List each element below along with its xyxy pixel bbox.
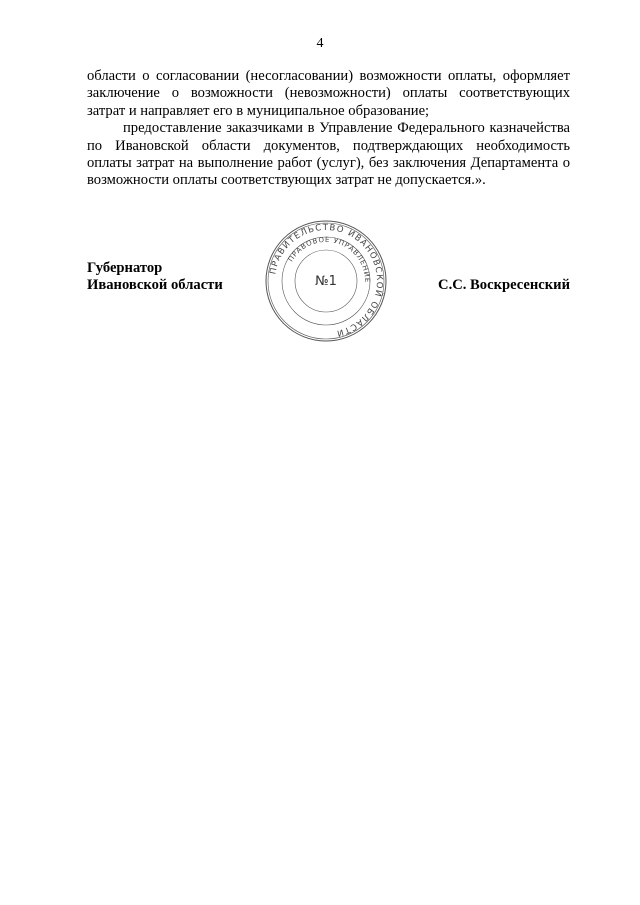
seal-icon <box>264 219 388 343</box>
page-number: 4 <box>316 36 324 51</box>
seal-number: №1 <box>315 274 337 289</box>
signature-position-line2: Ивановской области <box>87 277 223 294</box>
signature-position-line1: Губернатор <box>87 260 163 276</box>
document-body <box>87 68 570 190</box>
signature-position <box>87 260 223 295</box>
seal-inner-text: ПРАВОВОЕ УПРАВЛЕНИЕ <box>286 235 372 284</box>
paragraph-2: предоставление заказчиками в Управление Федерального казначейства по Ивановской области документов, подтверждающих необходимость оплаты затрат на выполнение работ (услуг), без заключения Департамента о возможности оплаты соответствующих затрат не допускается.». <box>87 120 570 189</box>
signature-name: С.С. Воскресенский <box>438 277 570 293</box>
official-seal <box>264 219 388 343</box>
paragraph-1: области о согласовании (несогласовании) возможности оплаты, оформляет заключение о возможности (невозможности) оплаты соответствующих затрат и направляет его в муниципальное образование; <box>87 68 570 119</box>
seal-outer-text: ПРАВИТЕЛЬСТВО ИВАНОВСКОЙ ОБЛАСТИ <box>268 222 385 339</box>
